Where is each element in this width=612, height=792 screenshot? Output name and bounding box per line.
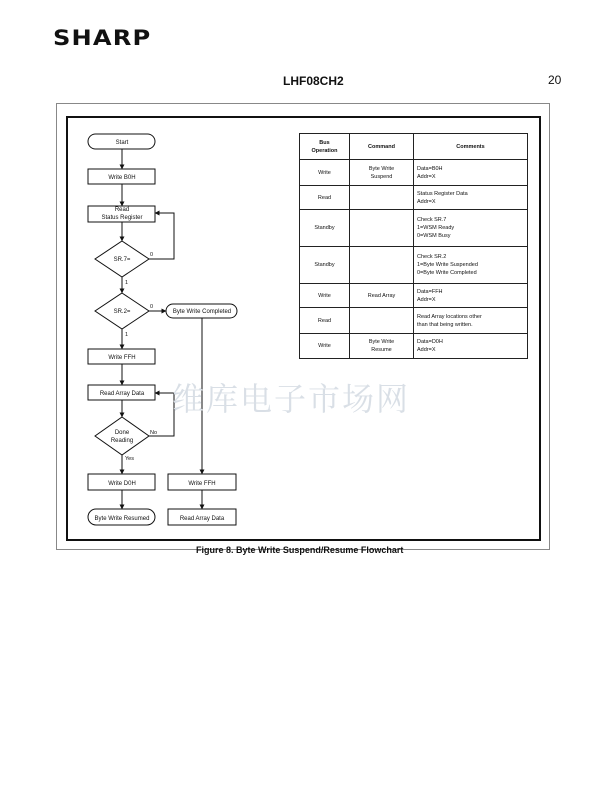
- start-label: Start: [115, 140, 129, 146]
- read-array-data-loop-label: Read Array Data: [99, 391, 145, 397]
- comment-line: Addr=X: [417, 198, 436, 205]
- command-line: Resume: [371, 347, 392, 353]
- comment-line: 1=WSM Ready: [417, 225, 455, 231]
- table-row: [300, 186, 528, 210]
- bus-operation-cell: Read: [300, 186, 350, 210]
- comment-line: Data=B0H: [417, 165, 443, 172]
- command-cell: [350, 247, 414, 284]
- table-row: [300, 160, 528, 186]
- sr7-one-label: 1: [125, 280, 129, 286]
- comments-cell: [414, 160, 528, 186]
- write-d0h-label: Write D0H: [108, 481, 136, 487]
- comment-line: than that being written.: [417, 321, 473, 328]
- bus-operation-table: [299, 133, 528, 359]
- done-reading-decision: [95, 417, 149, 455]
- sr2-one-label: 1: [125, 332, 129, 338]
- command-cell: [350, 210, 414, 247]
- comments-cell: [414, 308, 528, 334]
- page-number: 20: [548, 73, 562, 87]
- byte-write-completed-label: Byte Write Completed: [172, 309, 232, 315]
- no-label: No: [150, 430, 158, 436]
- command-line: Byte Write: [368, 165, 395, 172]
- comment-line: 0=Byte Write Completed: [417, 270, 477, 276]
- sr2-zero-label: 0: [150, 304, 154, 310]
- command-cell: [350, 308, 414, 334]
- comments-cell: [414, 210, 528, 247]
- figure-caption: Figure 8. Byte Write Suspend/Resume Flowchart: [196, 545, 404, 555]
- bus-operation-cell: Write: [300, 284, 350, 308]
- comment-line: Check SR.2: [417, 254, 447, 260]
- comment-line: Status Register Data: [417, 190, 468, 197]
- comments-cell: [414, 186, 528, 210]
- document-title: LHF08CH2: [283, 74, 344, 88]
- table-row: [300, 334, 528, 359]
- comment-line: Data=D0H: [417, 339, 443, 345]
- bus-operation-cell: Write: [300, 334, 350, 359]
- comments-cell: [414, 247, 528, 284]
- table-body: [300, 160, 528, 359]
- comment-line: Data=FFH: [417, 288, 443, 295]
- read-array-data-end-label: Read Array Data: [179, 516, 225, 522]
- comment-line: 1=Byte Write Suspended: [417, 262, 478, 268]
- comment-line: Addr=X: [417, 347, 436, 353]
- comment-line: Check SR.7: [417, 217, 447, 223]
- done-reading-label-1: Done: [114, 430, 130, 436]
- comments-cell: [414, 284, 528, 308]
- read-status-label-2: Status Register: [101, 215, 143, 221]
- yes-label: Yes: [125, 456, 134, 462]
- comment-line: Addr=X: [417, 296, 436, 303]
- command-line: Read Array: [367, 292, 396, 299]
- bus-operation-cell: Write: [300, 160, 350, 186]
- table-row: [300, 284, 528, 308]
- comments-cell: [414, 334, 528, 359]
- comment-line: Addr=X: [417, 173, 436, 180]
- bus-operation-cell: Standby: [300, 247, 350, 284]
- command-cell: [350, 186, 414, 210]
- sr7-label: SR.7=: [113, 257, 131, 263]
- write-ffh-left-label: Write FFH: [108, 355, 136, 361]
- sr2-label: SR.2=: [113, 309, 131, 315]
- header-command: Command: [350, 134, 414, 160]
- byte-write-resumed-label: Byte Write Resumed: [94, 516, 150, 522]
- write-ffh-right-label: Write FFH: [188, 481, 216, 487]
- header-bus-operation: Bus Operation: [300, 134, 350, 160]
- read-status-label-1: Read: [114, 207, 130, 213]
- command-line: Suspend: [370, 173, 393, 180]
- command-line: Byte Write: [368, 339, 395, 345]
- sharp-logo: SHARP: [53, 26, 152, 50]
- header-comments: Comments: [414, 134, 528, 160]
- command-cell: [350, 284, 414, 308]
- comment-line: 0=WSM Busy: [417, 233, 451, 239]
- watermark: 维库电子市场网: [172, 380, 411, 418]
- bus-operation-cell: Read: [300, 308, 350, 334]
- bus-operation-cell: Standby: [300, 210, 350, 247]
- table-row: [300, 210, 528, 247]
- done-reading-label-2: Reading: [110, 438, 134, 444]
- write-b0h-label: Write B0H: [108, 175, 136, 181]
- table-row: [300, 308, 528, 334]
- comment-line: Read Array locations other: [417, 313, 482, 320]
- command-cell: [350, 334, 414, 359]
- table-row: [300, 247, 528, 284]
- command-cell: [350, 160, 414, 186]
- sr7-zero-label: 0: [150, 252, 154, 258]
